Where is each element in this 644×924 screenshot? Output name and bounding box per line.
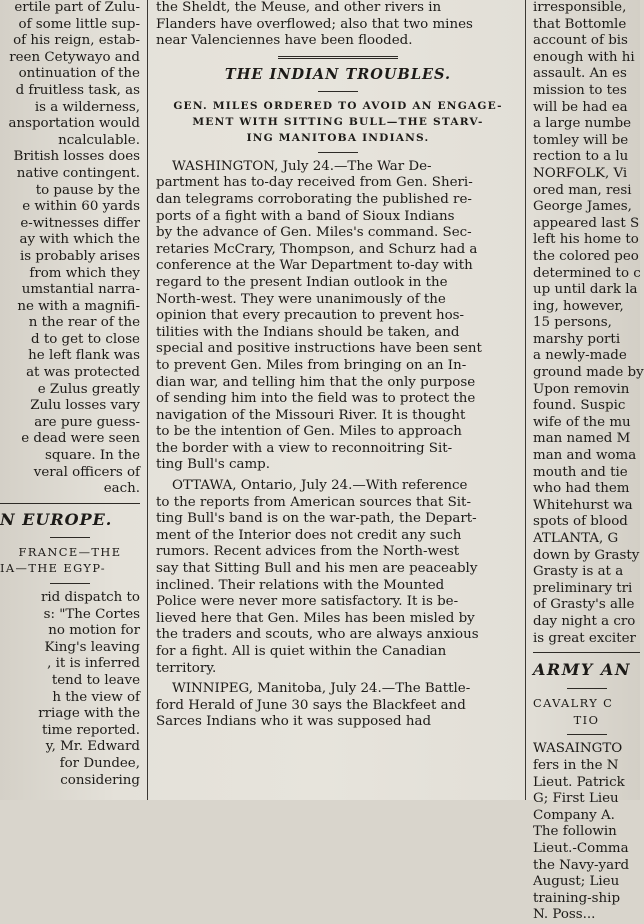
text-line: e Zulus greatly <box>37 381 140 397</box>
text-line: opinion that every precaution to prevent hos- <box>156 308 465 324</box>
text-line: territory. <box>156 660 217 676</box>
text-line: no motion for <box>48 623 140 639</box>
right-column-text-bottom <box>533 741 640 924</box>
short-rule <box>567 688 607 689</box>
text-line: determined to c <box>533 265 641 281</box>
short-rule <box>567 734 607 735</box>
text-line: mission to tes <box>533 82 627 98</box>
text-line: square. In the <box>45 448 140 464</box>
left-section-sub-1: FRANCE—THE <box>18 544 122 559</box>
text-line: fers in the N <box>533 757 619 773</box>
text-line: rriage with the <box>38 706 140 722</box>
short-rule <box>50 537 90 538</box>
text-line: rid dispatch to <box>41 590 140 605</box>
subhead-line-3: ING MANITOBA INDIANS. <box>246 131 430 144</box>
text-line: man named M <box>533 431 631 447</box>
text-line: ertile part of Zulu- <box>14 0 140 15</box>
text-line: account of bis <box>533 33 628 49</box>
text-line: y, Mr. Edward <box>45 739 140 755</box>
text-line: to be the intention of Gen. Miles to approach <box>156 424 462 440</box>
text-line: wife of the mu <box>533 414 631 430</box>
text-line: Upon removin <box>533 381 630 397</box>
text-line: training-ship <box>533 890 621 906</box>
text-line: say that Sitting Bull and his men are peaceably <box>156 561 478 577</box>
headline-rule <box>278 56 398 59</box>
text-line: Lieut. Patrick <box>533 774 625 790</box>
text-line: native contingent. <box>16 165 140 181</box>
text-line: King's leaving <box>44 639 140 655</box>
text-line: tomley will be <box>533 132 629 148</box>
text-line: veral officers of <box>33 464 140 480</box>
text-line: who had them <box>533 481 630 497</box>
text-line: of Grasty's alle <box>533 597 635 613</box>
headline: THE INDIAN TROUBLES. <box>224 65 452 83</box>
text-line: d fruitless task, as <box>15 82 140 98</box>
text-line: conference at the War Department to-day with <box>156 258 473 274</box>
text-line: preliminary tri <box>533 580 633 596</box>
short-rule <box>318 91 358 92</box>
text-line: are pure guess- <box>34 414 140 430</box>
text-line: special and positive instructions have been sent <box>156 341 482 357</box>
text-line: each. <box>103 481 140 497</box>
text-line: partment has to-day received from Gen. Sheri- <box>156 175 473 191</box>
text-line: from which they <box>29 265 140 281</box>
column-rule-left <box>147 0 148 800</box>
text-line: marshy porti <box>533 331 621 347</box>
text-line: rection to a lu <box>533 149 629 165</box>
text-line: the traders and scouts, who are always anxious <box>156 627 479 643</box>
text-line: the Sheldt, the Meuse, and other rivers in <box>156 0 442 15</box>
text-line: ground made by <box>533 365 644 381</box>
text-line: ay with which the <box>19 232 140 248</box>
text-line: that Bottomle <box>533 16 627 32</box>
left-section-sub-2: IA—THE EGYP- <box>0 561 107 576</box>
text-line: spots of blood <box>533 514 628 530</box>
text-line: assault. An es <box>533 66 627 82</box>
text-line: down by Grasty <box>533 547 640 563</box>
text-line: NORFOLK, Vi <box>533 165 628 181</box>
text-line: he left flank was <box>28 348 140 364</box>
subhead-line-1: GEN. MILES ORDERED TO AVOID AN ENGAGE- <box>173 99 503 112</box>
text-line: lieved here that Gen. Miles has been misled by <box>156 610 475 626</box>
text-line: inclined. Their relations with the Mounted <box>156 577 445 593</box>
text-line: G; First Lieu <box>533 791 619 807</box>
text-line: ports of a fight with a band of Sioux Indians <box>156 208 455 224</box>
text-line: ansportation would <box>8 116 140 132</box>
text-line: day night a cro <box>533 613 636 629</box>
text-line: ing, however, <box>533 298 624 314</box>
text-line: to the reports from American sources that Sit- <box>156 494 471 510</box>
text-line: dian war, and telling him that the only purpose <box>156 374 476 390</box>
text-line: to pause by the <box>35 182 140 198</box>
text-line: near Valenciennes have been flooded. <box>156 33 413 49</box>
text-line: ored man, resi <box>533 182 632 198</box>
text-line: appeared last S <box>533 215 640 231</box>
text-line: Sarces Indians who it was supposed had <box>156 714 432 730</box>
article-paragraph-ottawa <box>156 478 520 677</box>
continuation-text <box>156 0 520 50</box>
text-line: retaries McCrary, Thompson, and Schurz had a <box>156 241 478 257</box>
text-line: reen Cetywayo and <box>9 49 140 65</box>
text-line: to prevent Gen. Miles from bringing on an In- <box>156 357 467 373</box>
text-line: WASAINGTO <box>533 741 623 757</box>
text-line: N. Poss... <box>533 907 596 923</box>
text-line: for a fight. All is quiet within the Canadian <box>156 644 447 659</box>
text-line: n the rear of the <box>28 315 140 331</box>
text-line: is great exciter <box>533 630 636 646</box>
text-line: the colored peo <box>533 248 639 264</box>
column-rule-right <box>525 0 526 800</box>
text-line: regard to the present Indian outlook in the <box>156 274 448 290</box>
left-column-text-top <box>0 0 140 498</box>
text-line: OTTAWA, Ontario, July 24.—With reference <box>172 478 468 494</box>
text-line: will be had ea <box>533 99 628 115</box>
text-line: a large numbe <box>533 116 632 132</box>
text-line: The followin <box>533 824 617 840</box>
text-line: Flanders have overflowed; also that two mines <box>156 16 473 32</box>
text-line: ncalculable. <box>58 132 140 148</box>
text-line: mouth and tie <box>533 464 628 480</box>
right-section-sub-1: CAVALRY C <box>533 696 614 711</box>
text-line: is a wilderness, <box>34 99 140 115</box>
text-line: man and woma <box>533 448 637 464</box>
text-line: George James, <box>533 199 632 215</box>
short-rule <box>318 152 358 153</box>
text-line: WINNIPEG, Manitoba, July 24.—The Battle- <box>172 681 471 697</box>
middle-column <box>156 0 520 800</box>
text-line: of sending him into the field was to protect the <box>156 391 476 407</box>
text-line: the border with a view to reconnoitring Sit- <box>156 440 453 456</box>
text-line: e within 60 yards <box>22 199 140 215</box>
right-section-head: ARMY AN <box>533 660 631 680</box>
text-line: 15 persons, <box>533 315 612 331</box>
text-line: irresponsible, <box>533 0 627 15</box>
text-line: August; Lieu <box>533 874 620 890</box>
text-line: Lieut.-Comma <box>533 840 629 856</box>
text-line: time reported. <box>41 722 140 738</box>
left-column <box>0 0 140 800</box>
text-line: North-west. They were unanimously of the <box>156 291 446 307</box>
text-line: for Dundee, <box>59 755 140 771</box>
text-line: ATLANTA, G <box>533 531 619 546</box>
section-divider <box>0 503 140 504</box>
text-line: ford Herald of June 30 says the Blackfeet and <box>156 697 466 713</box>
text-line: is probably arises <box>19 248 140 264</box>
text-line: ontinuation of the <box>18 66 140 82</box>
text-line: ting Bull's camp. <box>156 457 270 473</box>
text-line: of some little sup- <box>18 16 140 32</box>
section-divider <box>533 652 640 653</box>
text-line: found. Suspic <box>533 398 626 414</box>
text-line: tilities with the Indians should be taken, and <box>156 324 460 340</box>
text-line: Zulu losses vary <box>30 398 140 414</box>
text-line: , it is inferred <box>47 656 140 672</box>
left-column-text-bottom <box>0 590 140 789</box>
text-line: d to get to close <box>30 331 140 347</box>
text-line: ting Bull's band is on the war-path, the Depart- <box>156 511 477 527</box>
text-line: rumors. Recent advices from the North-west <box>156 544 460 560</box>
text-line: considering <box>60 772 140 788</box>
text-line: Company A. <box>533 807 615 823</box>
text-line: ment of the Interior does not credit any such <box>156 527 462 543</box>
short-rule <box>50 583 90 584</box>
text-line: left his home to <box>533 232 639 248</box>
subhead-line-2: MENT WITH SITTING BULL—THE STARV- <box>192 115 484 128</box>
article-paragraph-washington <box>156 159 520 474</box>
text-line: h the view of <box>52 689 140 705</box>
text-line: Grasty is at a <box>533 564 624 580</box>
text-line: a newly-made <box>533 348 627 364</box>
text-line: Police were never more satisfactory. It is be- <box>156 594 459 610</box>
right-section-sub-2: TIO <box>573 712 600 727</box>
text-line: British losses does <box>13 149 140 165</box>
text-line: umstantial narra- <box>21 282 140 298</box>
text-line: navigation of the Missouri River. It is thought <box>156 407 466 423</box>
text-line: the Navy-yard <box>533 857 630 873</box>
text-line: by the advance of Gen. Miles's command. Sec- <box>156 225 472 241</box>
text-line: dan telegrams corroborating the published re- <box>156 191 472 207</box>
text-line: of his reign, estab- <box>13 33 140 49</box>
text-line: tend to leave <box>51 672 140 688</box>
right-column <box>533 0 644 923</box>
text-line: WASHINGTON, July 24.—The War De- <box>172 158 432 174</box>
text-line: e-witnesses differ <box>20 215 140 231</box>
text-line: up until dark la <box>533 282 638 298</box>
text-line: Whitehurst wa <box>533 497 633 513</box>
text-line: at was protected <box>26 365 140 381</box>
right-column-text-top <box>533 0 644 647</box>
text-line: s: "The Cortes <box>43 606 140 622</box>
text-line: e dead were seen <box>21 431 140 447</box>
article-paragraph-winnipeg <box>156 681 520 731</box>
text-line: ne with a magnifi- <box>17 298 140 314</box>
text-line: enough with hi <box>533 49 635 65</box>
left-section-head: N EUROPE. <box>0 509 113 529</box>
